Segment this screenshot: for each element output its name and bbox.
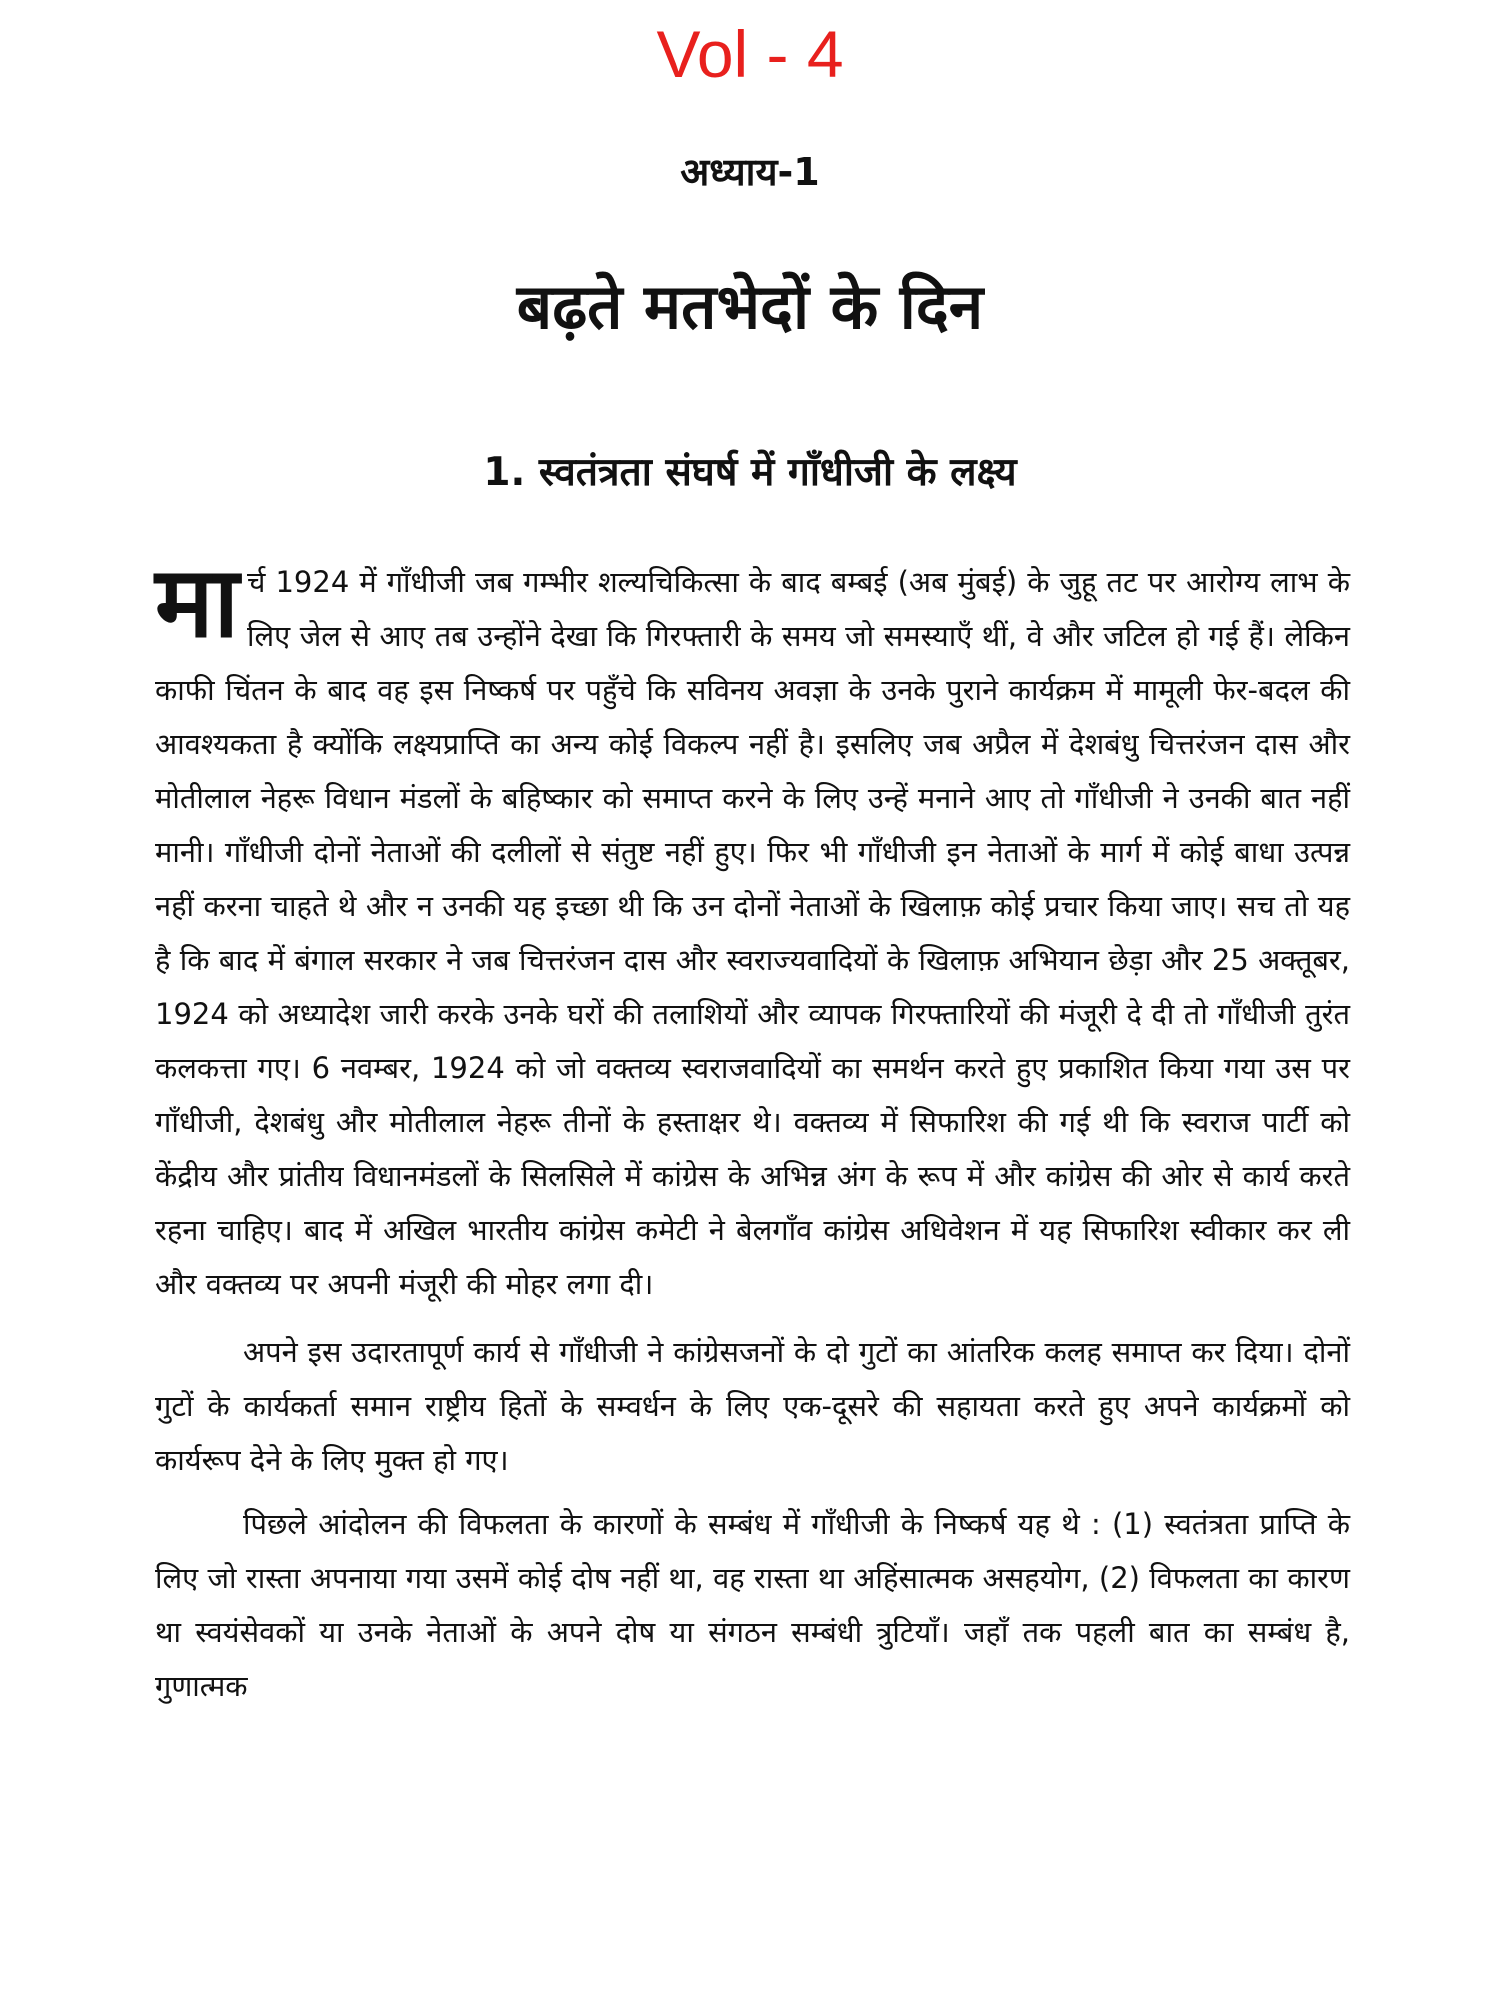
chapter-number: अध्याय-1 [680, 150, 820, 194]
paragraph-1 [155, 546, 1350, 1311]
paragraph-3: पिछले आंदोलन की विफलता के कारणों के सम्बंध में गाँधीजी के निष्कर्ष यह थे : (1) स्वतंत्रता प्राप्ति के लिए जो रास्ता अपनाया गया उसमें कोई दोष नहीं था, वह रास्ता था अहिंसात्मक असहयोग, (2) विफलता का कारण था स्वयंसेवकों या उनके नेताओं के अपने दोष या संगठन सम्बंधी त्रुटियाँ। जहाँ तक पहली बात का सम्बंध है, गुणात्मक [155, 1507, 1350, 1703]
paragraph-1-text: र्च 1924 में गाँधीजी जब गम्भीर शल्यचिकित्सा के बाद बम्बई (अब मुंबई) के जुहू तट पर आरोग्य लाभ के लिए जेल से आए तब उन्होंने देखा कि गिरफ्तारी के समय जो समस्याएँ थीं, वे और जटिल हो गई हैं। लेकिन काफी चिंतन के बाद वह इस निष्कर्ष पर पहुँचे कि सविनय अवज्ञा के उनके पुराने कार्यक्रम में मामूली फेर-बदल की आवश्यकता है क्योंकि लक्ष्यप्राप्ति का अन्य कोई विकल्प नहीं है। इसलिए जब अप्रैल में देशबंधु चित्तरंजन दास और मोतीलाल नेहरू विधान मंडलों के बहिष्कार को समाप्त करने के लिए उन्हें मनाने आए तो गाँधीजी ने उनकी बात नहीं मानी। गाँधीजी दोनों नेताओं की दलीलों से संतुष्ट नहीं हुए। फिर भी गाँधीजी इन नेताओं के मार्ग में कोई बाधा उत्पन्न नहीं करना चाहते थे और न उनकी यह इच्छा थी कि उन दोनों नेताओं के खिलाफ़ कोई प्रचार किया जाए। सच तो यह है कि बाद में बंगाल सरकार ने जब चित्तरंजन दास और स्वराज्यवादियों के खिलाफ़ अभियान छेड़ा और 25 अक्तूबर, 1924 को अध्यादेश जारी करके उनके घरों की तलाशियों और व्यापक गिरफ्तारियों की मंजूरी दे दी तो गाँधीजी तुरंत कलकत्ता गए। 6 नवम्बर, 1924 को जो वक्तव्य स्वराजवादियों का समर्थन करते हुए प्रकाशित किया गया उस पर गाँधीजी, देशबंधु और मोतीलाल नेहरू तीनों के हस्ताक्षर थे। वक्तव्य में सिफारिश की गई थी कि स्वराज पार्टी को केंद्रीय और प्रांतीय विधानमंडलों के सिलसिले में कांग्रेस के अभिन्न अंग के रूप में और कांग्रेस की ओर से कार्य करते रहना चाहिए। बाद में अखिल भारतीय कांग्रेस कमेटी ने बेलगाँव कांग्रेस अधिवेशन में यह सिफारिश स्वीकार कर ली और वक्तव्य पर अपनी मंजूरी की मोहर लगा दी। [155, 565, 1350, 1301]
chapter-title: बढ़ते मतभेदों के दिन [516, 270, 984, 343]
drop-cap: मा [155, 546, 239, 660]
volume-label: Vol - 4 [656, 17, 844, 91]
section-heading: 1. स्वतंत्रता संघर्ष में गाँधीजी के लक्ष्य [483, 450, 1017, 495]
paragraph-2: अपने इस उदारतापूर्ण कार्य से गाँधीजी ने कांग्रेसजनों के दो गुटों का आंतरिक कलह समाप्त कर दिया। दोनों गुटों के कार्यकर्ता समान राष्ट्रीय हितों के सम्वर्धन के लिए एक-दूसरे की सहायता करते हुए अपने कार्यक्रमों को कार्यरूप देने के लिए मुक्त हो गए। [155, 1335, 1350, 1477]
body-text [155, 546, 1350, 1713]
